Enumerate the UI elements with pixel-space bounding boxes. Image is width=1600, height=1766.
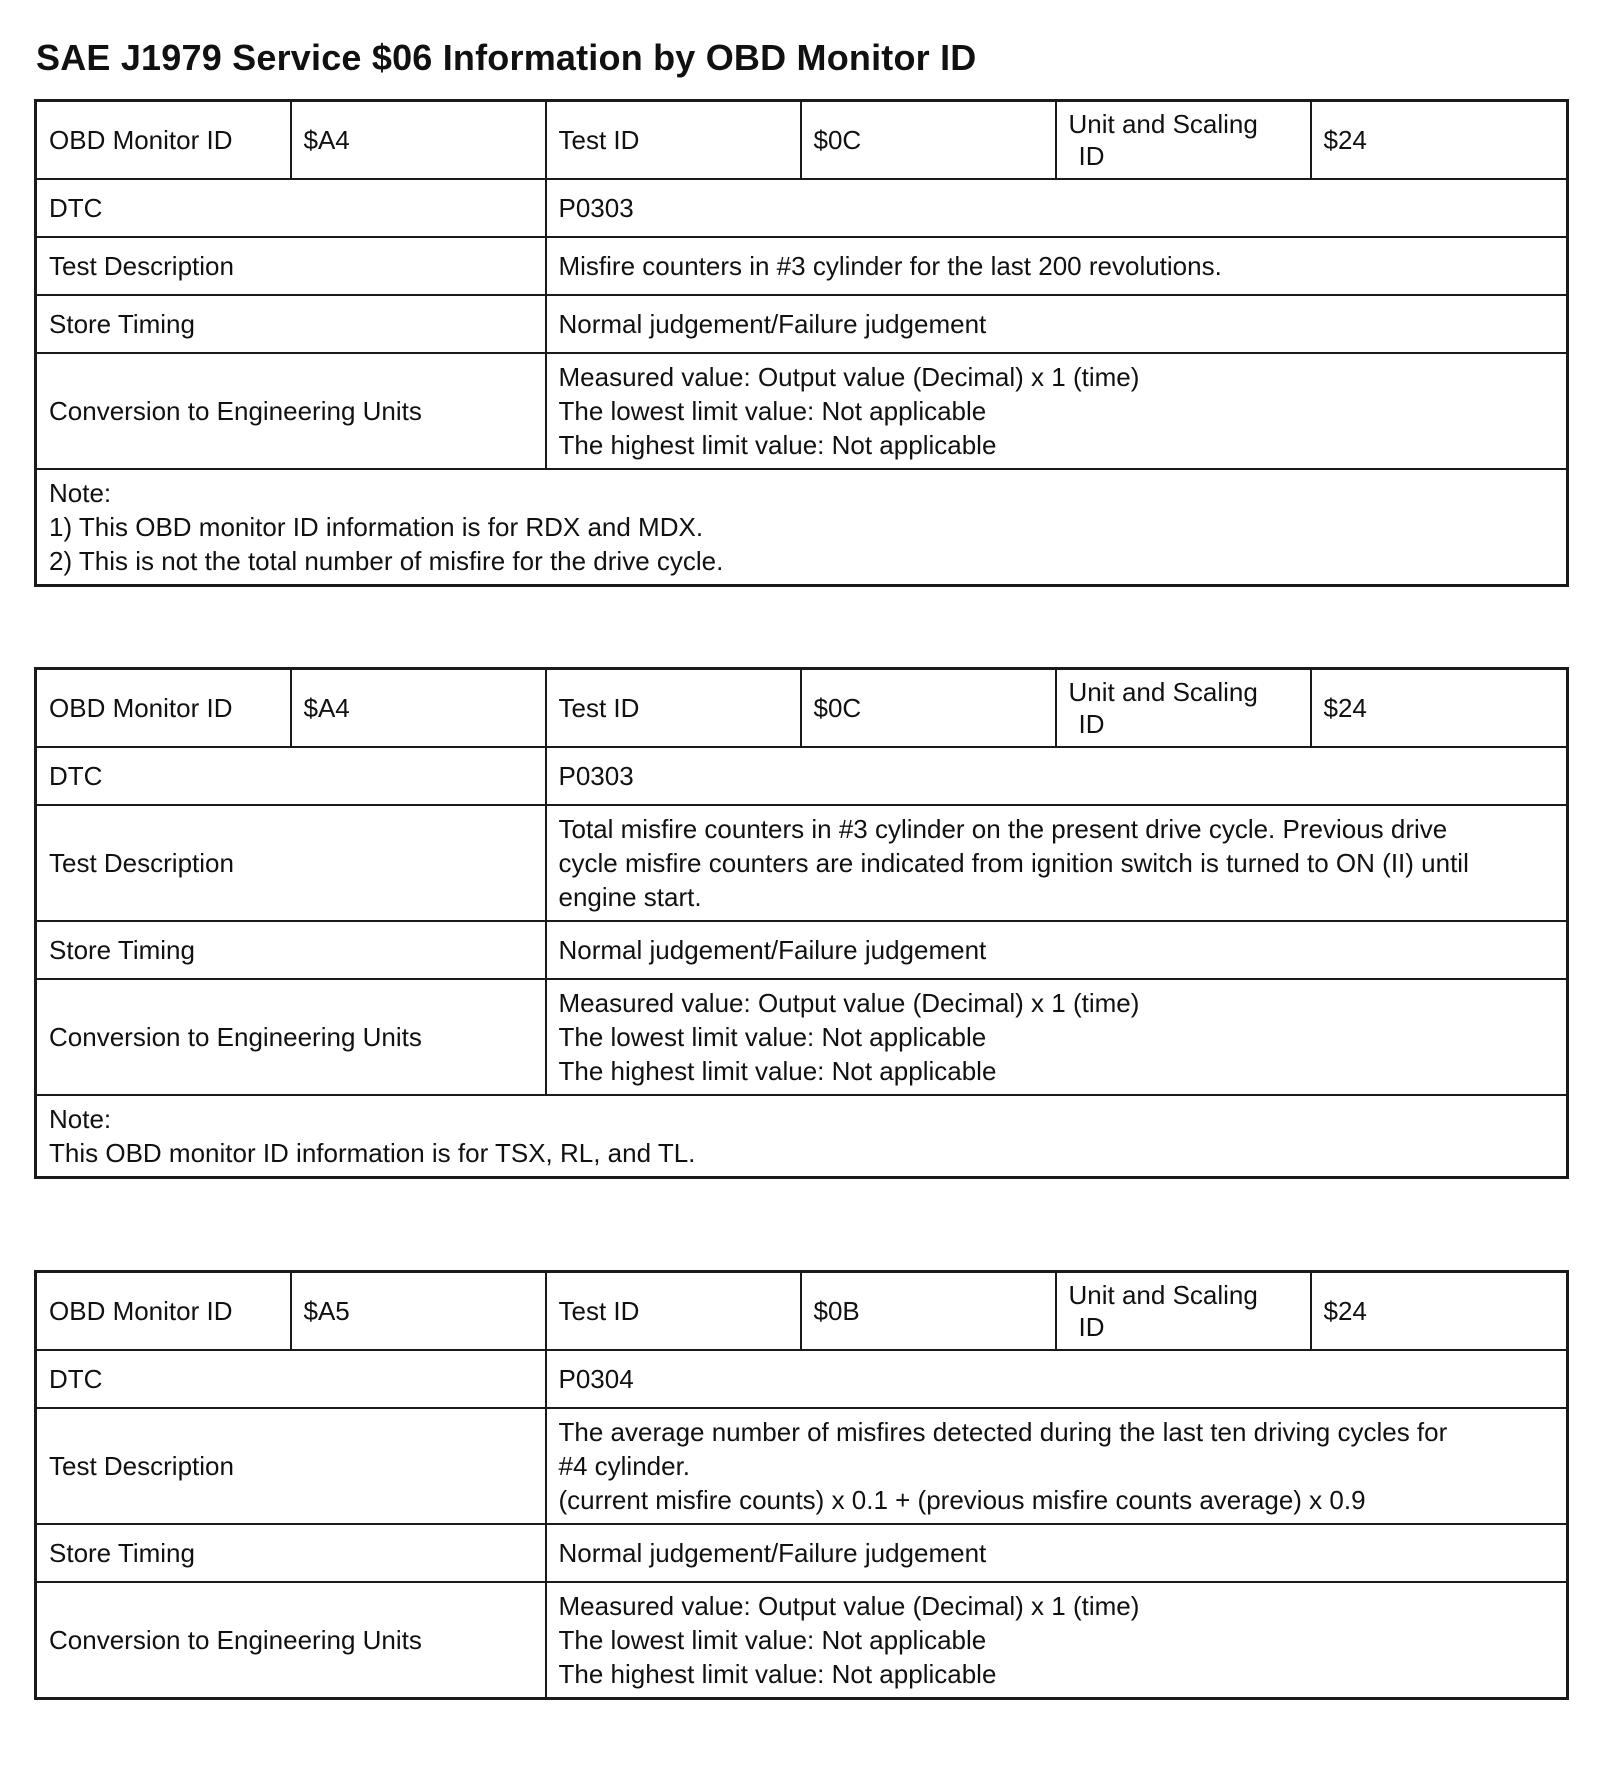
dtc-label: DTC (36, 747, 546, 805)
text-line: #4 cylinder. (558, 1451, 691, 1481)
note (36, 1095, 1568, 1178)
test-id-value: $0C (801, 101, 1056, 180)
text-line: The lowest limit value: Not applicable (558, 1022, 987, 1052)
store-timing-row (36, 921, 1568, 979)
test-id-label: Test ID (546, 1272, 801, 1351)
obd-monitor-id-label: OBD Monitor ID (36, 101, 291, 180)
obd-monitor-id-label: OBD Monitor ID (36, 669, 291, 748)
store-timing-row (36, 1524, 1568, 1582)
test-description-value (546, 805, 1568, 921)
conversion-label: Conversion to Engineering Units (36, 979, 546, 1095)
conversion-label: Conversion to Engineering Units (36, 353, 546, 469)
text-line: cycle misfire counters are indicated from ignition switch is turned to ON (II) until (558, 848, 1469, 878)
dtc-row (36, 747, 1568, 805)
unit-scaling-id-label (1056, 1272, 1311, 1351)
note-line: 2) This is not the total number of misfire for the drive cycle. (49, 546, 724, 576)
dtc-label: DTC (36, 179, 546, 237)
store-timing-label: Store Timing (36, 295, 546, 353)
text-line: The highest limit value: Not applicable (558, 1056, 997, 1086)
unit-scaling-id-label-line: ID (1078, 141, 1105, 171)
unit-scaling-id-label (1056, 669, 1311, 748)
unit-scaling-id-label-line: Unit and Scaling (1068, 109, 1258, 139)
test-description-row (36, 237, 1568, 295)
test-id-label: Test ID (546, 669, 801, 748)
unit-scaling-id-label-line: ID (1078, 709, 1105, 739)
text-line: The average number of misfires detected during the last ten driving cycles for (558, 1417, 1448, 1447)
store-timing-value: Normal judgement/Failure judgement (546, 921, 1568, 979)
unit-scaling-id-value: $24 (1311, 101, 1568, 180)
store-timing-row (36, 295, 1568, 353)
obd-monitor-id-value: $A5 (291, 1272, 546, 1351)
text-line: Measured value: Output value (Decimal) x 1 (time) (558, 1591, 1140, 1621)
dtc-row (36, 1350, 1568, 1408)
conversion-row (36, 979, 1568, 1095)
conversion-value (546, 1582, 1568, 1699)
test-description-row (36, 805, 1568, 921)
test-description-label: Test Description (36, 1408, 546, 1524)
test-description-label: Test Description (36, 805, 546, 921)
page-title: SAE J1979 Service $06 Information by OBD Monitor ID (36, 37, 977, 78)
conversion-value (546, 353, 1568, 469)
test-id-value: $0B (801, 1272, 1056, 1351)
unit-scaling-id-value: $24 (1311, 669, 1568, 748)
text-line: Misfire counters in #3 cylinder for the last 200 revolutions. (558, 251, 1222, 281)
unit-scaling-id-label-line: Unit and Scaling (1068, 1280, 1258, 1310)
note-line: Note: (49, 478, 112, 508)
note-line: Note: (49, 1104, 112, 1134)
unit-scaling-id-label (1056, 101, 1311, 180)
monitor-table-1 (34, 99, 1569, 587)
text-line: The highest limit value: Not applicable (558, 1659, 997, 1689)
note (36, 469, 1568, 586)
test-description-row (36, 1408, 1568, 1524)
conversion-label: Conversion to Engineering Units (36, 1582, 546, 1699)
conversion-row (36, 353, 1568, 469)
conversion-row (36, 1582, 1568, 1699)
header-row (36, 101, 1568, 180)
test-description-label: Test Description (36, 237, 546, 295)
dtc-label: DTC (36, 1350, 546, 1408)
test-id-value: $0C (801, 669, 1056, 748)
note-line: 1) This OBD monitor ID information is for RDX and MDX. (49, 512, 704, 542)
text-line: Measured value: Output value (Decimal) x 1 (time) (558, 362, 1140, 392)
test-description-value (546, 1408, 1568, 1524)
note-row (36, 1095, 1568, 1178)
dtc-value: P0304 (546, 1350, 1568, 1408)
dtc-value: P0303 (546, 747, 1568, 805)
text-line: The highest limit value: Not applicable (558, 430, 997, 460)
text-line: (current misfire counts) x 0.1 + (previous misfire counts average) x 0.9 (558, 1485, 1366, 1515)
header-row (36, 669, 1568, 748)
obd-monitor-id-value: $A4 (291, 101, 546, 180)
monitor-table-3 (34, 1270, 1569, 1700)
store-timing-label: Store Timing (36, 921, 546, 979)
text-line: Measured value: Output value (Decimal) x 1 (time) (558, 988, 1140, 1018)
obd-monitor-id-label: OBD Monitor ID (36, 1272, 291, 1351)
store-timing-label: Store Timing (36, 1524, 546, 1582)
note-row (36, 469, 1568, 586)
obd-monitor-id-value: $A4 (291, 669, 546, 748)
store-timing-value: Normal judgement/Failure judgement (546, 1524, 1568, 1582)
unit-scaling-id-label-line: ID (1078, 1312, 1105, 1342)
dtc-row (36, 179, 1568, 237)
conversion-value (546, 979, 1568, 1095)
unit-scaling-id-label-line: Unit and Scaling (1068, 677, 1258, 707)
unit-scaling-id-value: $24 (1311, 1272, 1568, 1351)
test-description-value (546, 237, 1568, 295)
store-timing-value: Normal judgement/Failure judgement (546, 295, 1568, 353)
text-line: The lowest limit value: Not applicable (558, 1625, 987, 1655)
text-line: engine start. (558, 882, 702, 912)
text-line: Total misfire counters in #3 cylinder on the present drive cycle. Previous drive (558, 814, 1448, 844)
test-id-label: Test ID (546, 101, 801, 180)
header-row (36, 1272, 1568, 1351)
monitor-table-2 (34, 667, 1569, 1179)
dtc-value: P0303 (546, 179, 1568, 237)
note-line: This OBD monitor ID information is for TSX, RL, and TL. (49, 1138, 696, 1168)
text-line: The lowest limit value: Not applicable (558, 396, 987, 426)
